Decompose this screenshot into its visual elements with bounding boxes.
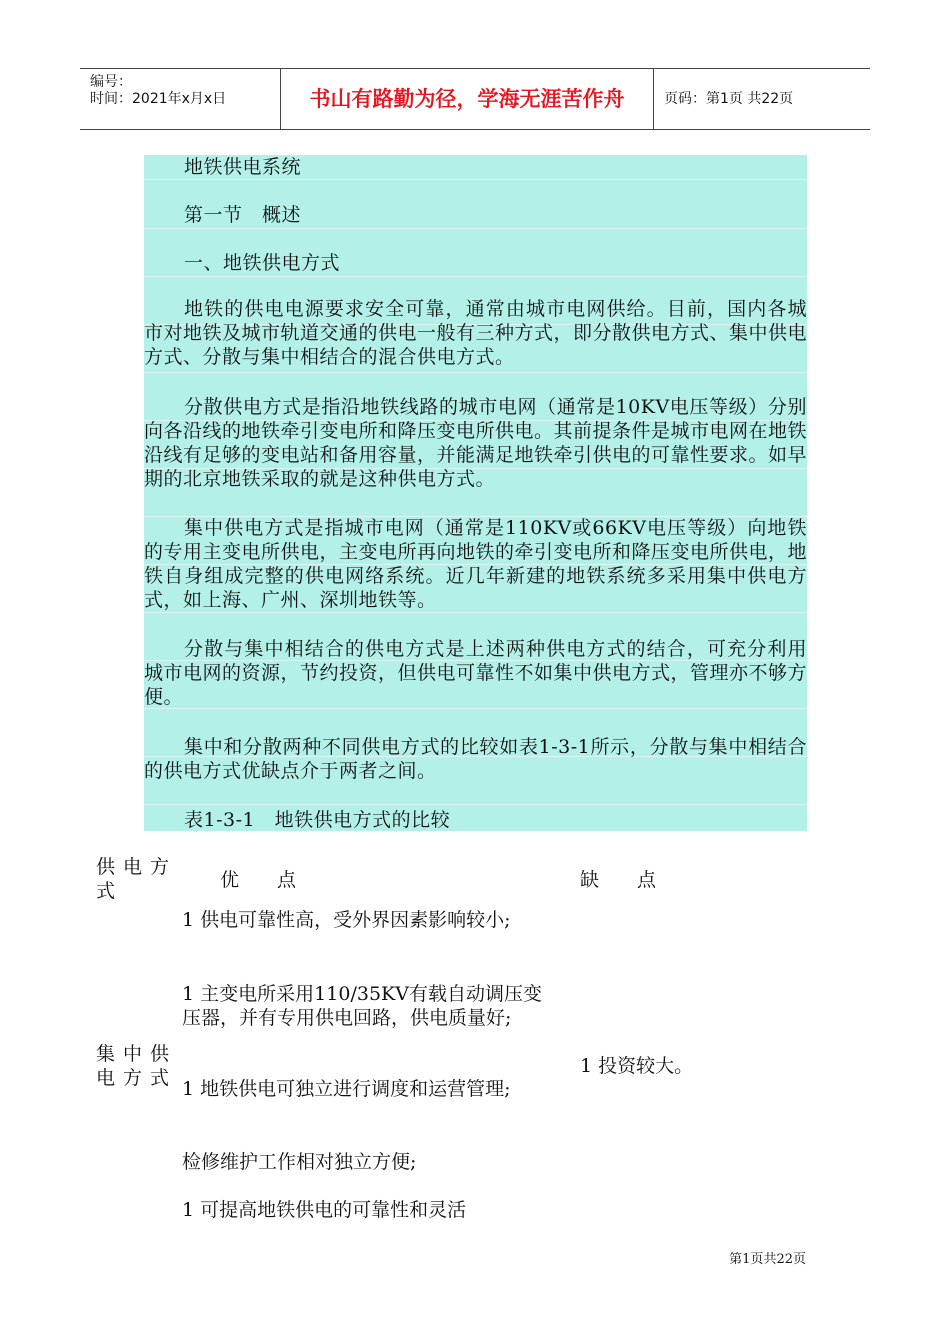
page-header (80, 68, 870, 130)
paragraph-3: 集中供电方式是指城市电网（通常是110KV或66KV电压等级）向地铁的专用主变电所供电，主变电所再向地铁的牵引变电所和降压变电所供电，地铁自身组成完整的供电网络系统。近几年新建的地铁系统多采用集中供电方式，如上海、广州、深圳地铁等。 (144, 517, 808, 611)
header-page-info: 页码：第1页 共22页 (664, 91, 794, 107)
header-meta (80, 69, 281, 129)
paragraph-1: 地铁的供电电源要求安全可靠，通常由城市电网供给。目前，国内各城市对地铁及城市轨道交通的供电一般有三种方式，即分散供电方式、集中供电方式、分散与集中相结合的混合供电方式。 (144, 298, 808, 368)
row1-pros-1: 1 供电可靠性高，受外界因素影响较小; (182, 909, 511, 931)
time-label: 时间：2021年x月x日 (90, 91, 227, 107)
row1-pros-4: 检修维护工作相对独立方便; (182, 1151, 417, 1173)
header-cons: 缺 点 (580, 869, 657, 891)
subsection-heading: 一、地铁供电方式 (184, 252, 341, 274)
table-caption: 表1-3-1 地铁供电方式的比较 (184, 809, 451, 831)
row1-pros-3: 1 地铁供电可独立进行调度和运营管理; (182, 1078, 511, 1100)
header-motto: 书山有路勤为径，学海无涯苦作舟 (281, 69, 654, 129)
row1-pros-2: 1 主变电所采用110/35KV有载自动调压变压器，并有专用供电回路，供电质量好; (182, 983, 542, 1029)
row1-cons: 1 投资较大。 (580, 1055, 694, 1077)
header-pros: 优 点 (220, 869, 297, 891)
paragraph-4: 分散与集中相结合的供电方式是上述两种供电方式的结合，可充分利用城市电网的资源，节约投资，但供电可靠性不如集中供电方式，管理亦不够方便。 (144, 638, 808, 708)
paragraph-5: 集中和分散两种不同供电方式的比较如表1-3-1所示，分散与集中相结合的供电方式优缺点介于两者之间。 (144, 736, 807, 782)
number-label: 编号： (90, 74, 132, 90)
row1-pros-5: 1 可提高地铁供电的可靠性和灵活 (182, 1199, 467, 1221)
section-heading: 第一节 概述 (184, 204, 302, 226)
page-footer: 第1页共22页 (729, 1252, 806, 1267)
doc-title: 地铁供电系统 (184, 156, 302, 178)
header-mode: 供电方式 (96, 856, 178, 902)
row1-mode: 集中供电方式 (96, 1043, 178, 1089)
paragraph-2: 分散供电方式是指沿地铁线路的城市电网（通常是10KV电压等级）分别向各沿线的地铁牵引变电所和降压变电所供电。其前提条件是城市电网在地铁沿线有足够的变电站和备用容量，并能满足地铁牵引供电的可靠性要求。如早期的北京地铁采取的就是这种供电方式。 (144, 396, 808, 490)
